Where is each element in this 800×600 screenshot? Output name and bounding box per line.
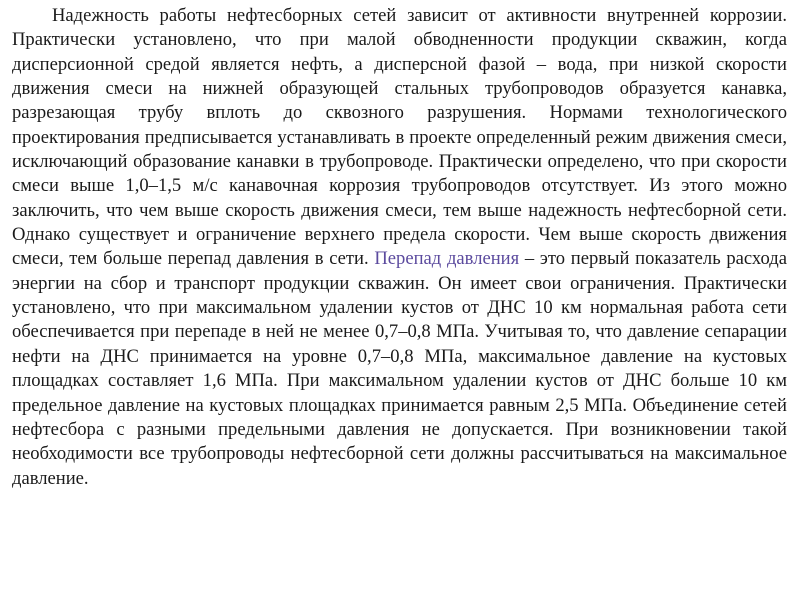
pressure-drop-link[interactable]: Перепад давления	[374, 248, 520, 270]
paragraph-text-after-link: – это первый показатель расхода энергии на сбор и транспорт продукции скважин. Он имеет свои ограничения. Практически установлено, что при максимальном удалении кустов от ДНС 10 км нормальная работа сети обеспечивается при перепаде в ней не менее 0,7–0,8 МПа. Учитывая то, что давление сепарации нефти на ДНС принимается на уровне 0,7–0,8 МПа, максимальное давление на кустовых площадках составляет 1,6 МПа. При максимальном удалении кустов от ДНС больше 10 км предельное давление на кустовых площадках принимается равным 2,5 МПа. Объединение сетей нефтесбора с разными предельными давления не допускается. При возникновении такой необходимости все трубопроводы нефтесборной сети должны рассчитываться на максимальное давление.	[12, 248, 787, 489]
paragraph-text-before-link: Надежность работы нефтесборных сетей зависит от активности внутренней коррозии. Практически установлено, что при малой обводненности продукции скважин, когда дисперсионной средой является нефть, а дисперсной фазой – вода, при низкой скорости движения смеси на нижней образующей стальных трубопроводов образуется канавка, разрезающая трубу вплоть до сквозного разрушения. Нормами технологического проектирования предписывается устанавливать в проекте определенный режим движения смеси, исключающий образование канавки в трубопроводе. Практически определено, что при скорости смеси выше 1,0–1,5 м/с канавочная коррозия трубопроводов отсутствует. Из этого можно заключить, что чем выше скорость движения смеси, тем выше надежность нефтесборной сети. Однако существует и ограничение верхнего предела скорости. Чем выше скорость движения смеси, тем больше перепад давления в сети.	[12, 5, 787, 270]
document-paragraph	[12, 4, 787, 491]
